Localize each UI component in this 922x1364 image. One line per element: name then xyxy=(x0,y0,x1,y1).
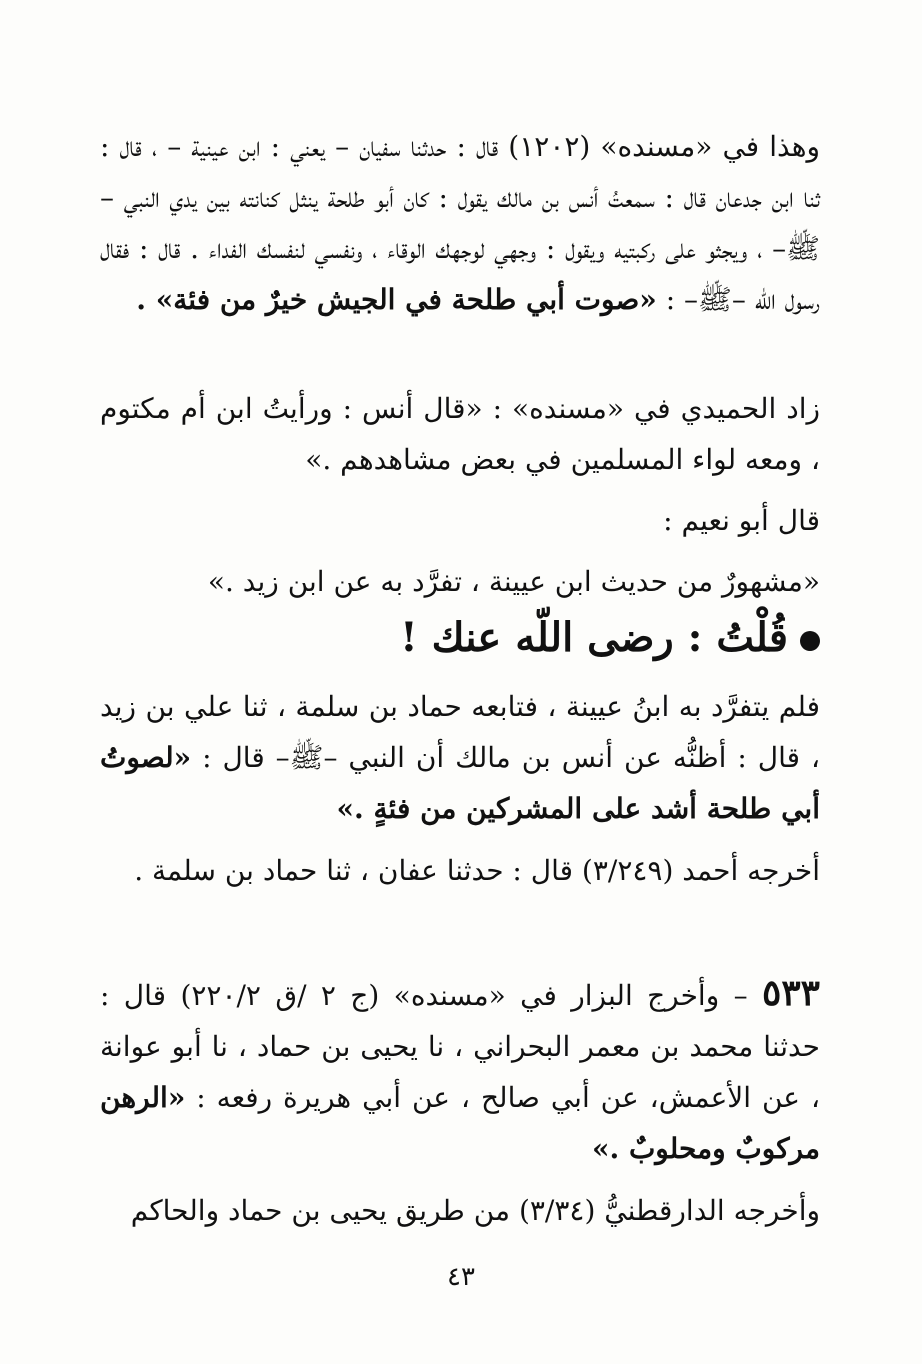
paragraph-abu-nuaym xyxy=(100,495,820,546)
hadith-number: ٥٣٣ xyxy=(761,972,820,1014)
paragraph-hadith-533 xyxy=(100,968,820,1174)
paragraph-mutaba xyxy=(100,681,820,834)
paragraph-text: زاد الحميدي في «مسنده» : «قال أنس : ورأيتُ ابن أم مكتوم ، ومعه لواء المسلمين في بعض مشاهدهم .» xyxy=(100,392,820,476)
paragraph-humaydi xyxy=(100,383,820,485)
paragraph-text: وهذا في «مسنده» (١٢٠٢) قال : حدثنا سفيان – يعني : ابن عينية – ، قال : ثنا ابن جدعان قال : سمعتُ أنس بن مالك يقول : كان أبو طلحة ينثل كنانته بين يدي النبي –ﷺ– ، ويجثو على ركبتيه ويقول : وجهي لوجهك الوقاء ، ونفسي لنفسك الفداء . قال : فقال رسول الله –ﷺ– : xyxy=(100,130,820,316)
paragraph-hadith-abu-talha xyxy=(100,121,820,325)
paragraph-daraqutni xyxy=(100,1185,820,1236)
paragraph-text: فلم يتفرَّد به ابنُ عيينة ، فتابعه حماد بن سلمة ، ثنا علي بن زيد ، قال : أظنُّه عن أنس بن مالك أن النبي –ﷺ– قال : xyxy=(100,690,820,774)
paragraph-text: وأخرجه الدارقطنيُّ (٣/٣٤) من طريق يحيى بن حماد والحاكم xyxy=(130,1194,820,1227)
hadith-quote: «الرهن مركوبٌ ومحلوبٌ .» xyxy=(100,1081,820,1165)
section-heading xyxy=(100,608,820,668)
paragraph-ahmad xyxy=(100,845,820,896)
page-number: ٤٣ xyxy=(447,1262,475,1292)
paragraph-text: – وأخرج البزار في «مسنده» (ج ٢ /ق ٢٢٠/٢) قال : حدثنا محمد بن معمر البحراني ، نا يحيى بن حماد ، نا أبو عوانة ، عن الأعمش، عن أبي صالح ، عن أبي هريرة رفعه : xyxy=(100,979,820,1114)
paragraph-text: «مشهورٌ من حديث ابن عيينة ، تفرَّد به عن ابن زيد .» xyxy=(207,565,820,598)
paragraph-text: قال أبو نعيم : xyxy=(663,504,820,537)
bullet-icon xyxy=(800,631,820,651)
hadith-quote: «صوت أبي طلحة في الجيش خيرٌ من فئة» . xyxy=(136,283,657,316)
heading-text: قُلْتُ : رضى اللّه عنك ! xyxy=(400,614,788,661)
paragraph-text: أخرجه أحمد (٣/٢٤٩) قال : حدثنا عفان ، ثنا حماد بن سلمة . xyxy=(134,854,820,887)
hadith-quote: «لصوتُ أبي طلحة أشد على المشركين من فئةٍ .» xyxy=(100,741,820,825)
paragraph-mashhur xyxy=(100,556,820,607)
